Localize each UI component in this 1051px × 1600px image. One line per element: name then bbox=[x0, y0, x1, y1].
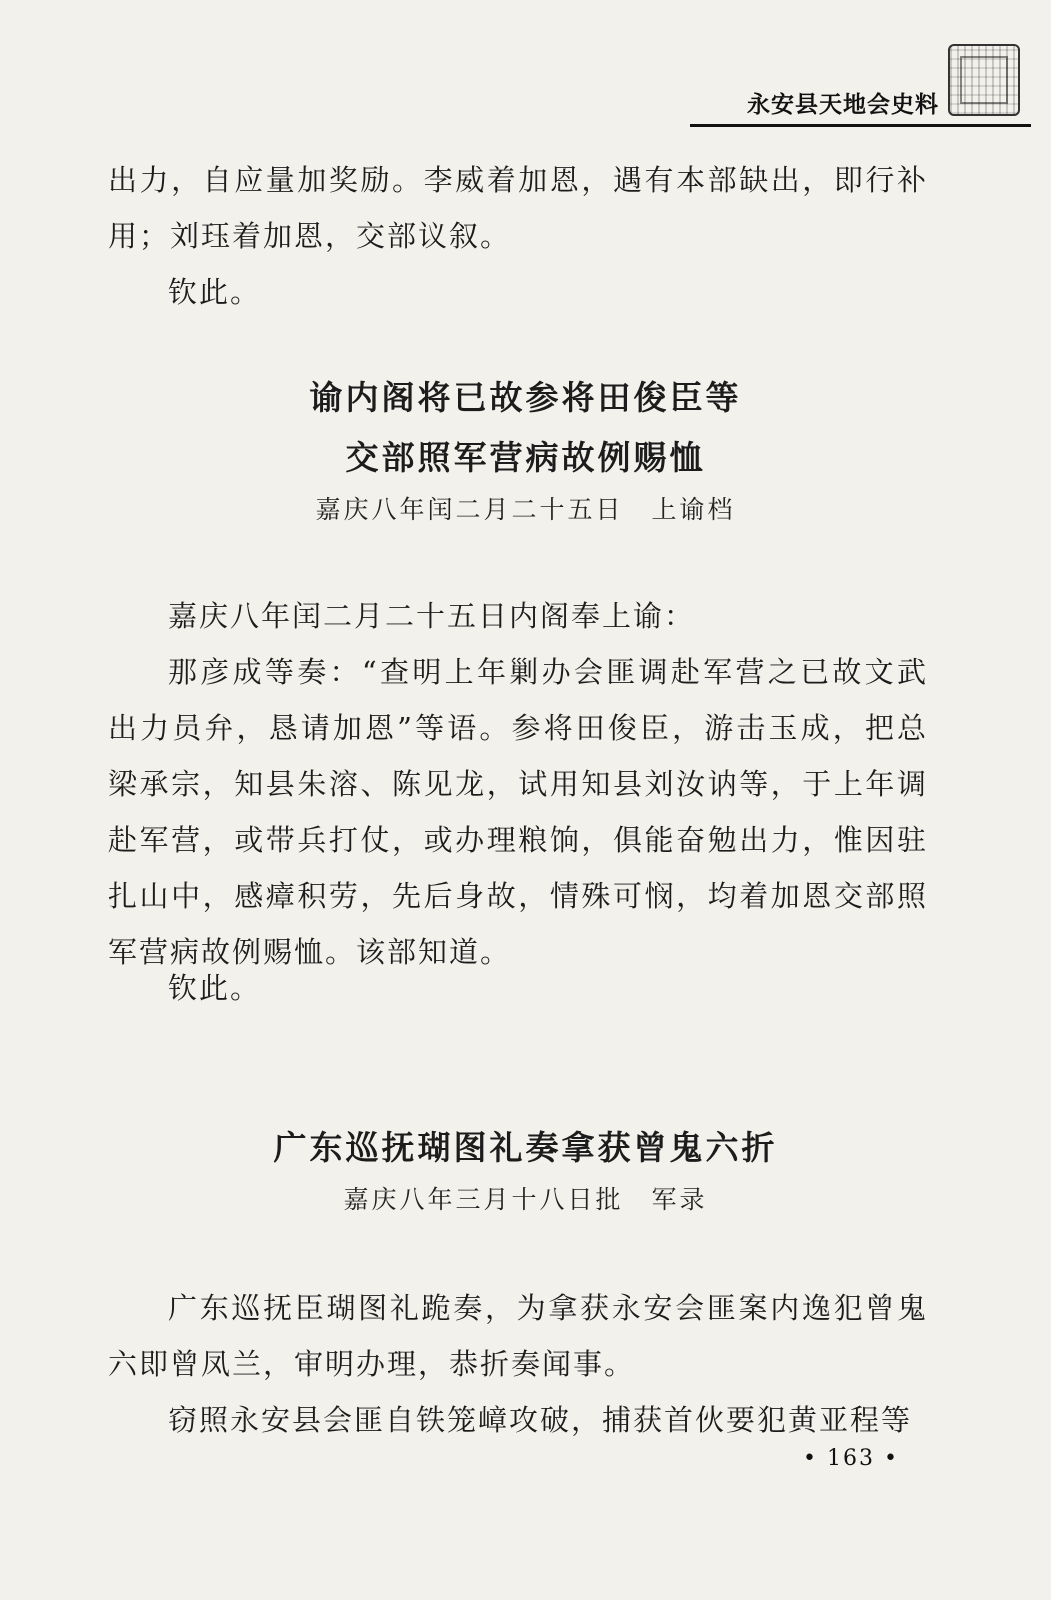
continued-paragraph: 出力，自应量加奖励。李威着加恩，遇有本部缺出，即行补用；刘珏着加恩，交部议叙。 bbox=[108, 163, 928, 253]
section2-dateline: 嘉庆八年三月十八日批 军录 bbox=[343, 1185, 708, 1214]
section1-title-line1: 谕内阁将已故参将田俊臣等 bbox=[309, 378, 742, 417]
page-number: • 163 • bbox=[803, 1446, 899, 1471]
continued-closing: 钦此。 bbox=[168, 275, 262, 309]
section2-title: 广东巡抚瑚图礼奏拿获曾鬼六折 bbox=[273, 1128, 778, 1167]
section1-paragraph-1: 嘉庆八年闰二月二十五日内阁奉上谕： bbox=[168, 599, 696, 633]
running-header-title: 永安县天地会史料 bbox=[747, 92, 939, 118]
section1-paragraph-2: 那彦成等奏：“查明上年剿办会匪调赴军营之已故文武出力员弁，恳请加恩”等语。参将田俊臣，游击玉成，把总梁承宗，知县朱溶、陈见龙，试用知县刘汝讷等，于上年调赴军营，或带兵打仗，或办理粮饷，俱能奋勉出力，惟因驻扎山中，感瘴积劳，先后身故，情殊可悯，均着加恩交部照军营病故例赐恤。该部知道。 bbox=[108, 655, 928, 969]
section2-paragraph-1: 广东巡抚臣瑚图礼跪奏，为拿获永安会匪案内逸犯曾鬼六即曾凤兰，审明办理，恭折奏闻事。 bbox=[108, 1291, 928, 1381]
section1-closing: 钦此。 bbox=[168, 971, 262, 1005]
section2-paragraph-2: 窃照永安县会匪自铁笼嶂攻破，捕获首伙要犯黄亚程等 bbox=[168, 1403, 913, 1437]
section1-title-line2: 交部照军营病故例赐恤 bbox=[345, 438, 706, 477]
section1-dateline: 嘉庆八年闰二月二十五日 上谕档 bbox=[315, 495, 736, 524]
header-rule bbox=[690, 124, 1031, 127]
seal-stamp-icon bbox=[948, 44, 1020, 116]
